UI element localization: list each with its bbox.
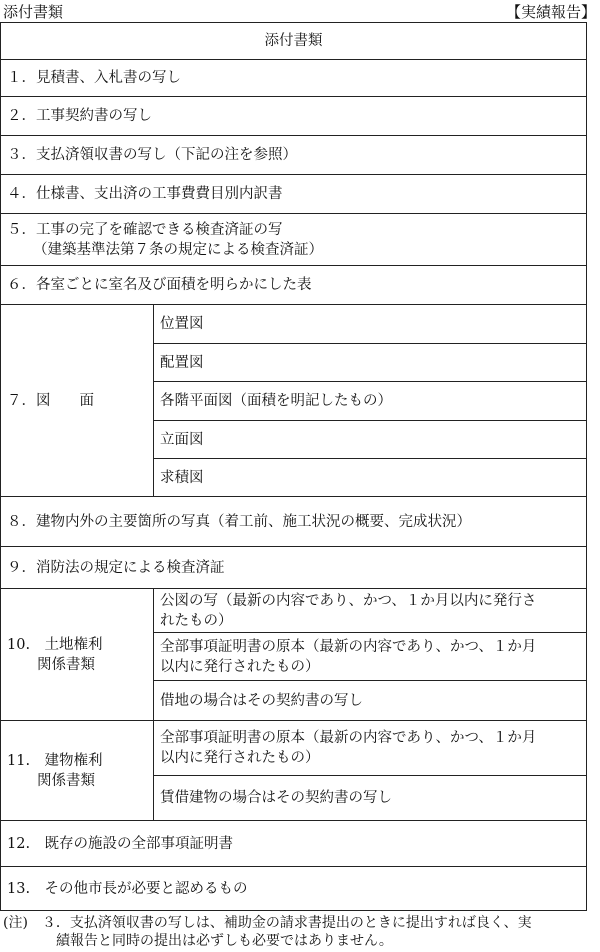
building-rights-label-line1: 11. 建物権利 <box>7 752 103 769</box>
table-row <box>1 97 587 136</box>
table-row <box>1 497 587 547</box>
land-rights-label-line2: 関係書類 <box>37 656 95 673</box>
drawing-elevation: 立面図 <box>154 421 587 459</box>
table-row <box>1 266 587 305</box>
item-estimate: １．見積書、入札書の写し <box>1 60 587 97</box>
table-row <box>1 589 587 633</box>
land-registry-certificate-line2: 以内に発行されたもの） <box>160 658 320 675</box>
item-inspection-certificate <box>1 214 587 266</box>
drawing-site-plan: 配置図 <box>154 344 587 382</box>
land-registry-certificate-line1: 全部事項証明書の原本（最新の内容であり、かつ、１か月 <box>160 638 537 655</box>
building-registry-certificate-line1: 全部事項証明書の原本（最新の内容であり、かつ、１か月 <box>160 730 537 746</box>
land-cadastral-map-line1: 公図の写（最新の内容であり、かつ、１か月以内に発行さ <box>160 592 537 609</box>
table-row <box>1 214 587 266</box>
table-row <box>1 175 587 214</box>
item-inspection-line2: （建築基準法第７条の規定による検査済証） <box>33 241 323 258</box>
item-inspection-line1: ５．工事の完了を確認できる検査済証の写 <box>7 221 283 238</box>
report-type-label: 【実績報告】 <box>505 3 596 21</box>
footnote-line1: (注) ３．支払済領収書の写しは、補助金の請求書提出のときに提出すれば良く、実 <box>3 915 532 931</box>
drawing-area-calculation: 求積図 <box>154 459 587 497</box>
attachments-table <box>0 22 587 911</box>
item-fire-inspection: ９．消防法の規定による検査済証 <box>1 547 587 589</box>
land-rights-label <box>1 589 154 721</box>
item-receipt: ３．支払済領収書の写し（下記の注を参照） <box>1 136 587 175</box>
page-header <box>0 0 600 22</box>
table-row <box>1 867 587 911</box>
land-cadastral-map-line2: れたもの） <box>160 612 233 629</box>
drawing-location-map: 位置図 <box>154 305 587 344</box>
document-title: 添付書類 <box>3 3 64 21</box>
item-existing-facility-certificate: 12. 既存の施設の全部事項証明書 <box>1 821 587 867</box>
table-row <box>1 136 587 175</box>
land-lease-contract: 借地の場合はその契約書の写し <box>154 681 587 721</box>
footnote <box>3 914 598 950</box>
building-rights-label-line2: 関係書類 <box>37 772 95 789</box>
footnote-line2: 績報告と同時の提出は必ずしも必要ではありません。 <box>56 933 393 949</box>
table-row <box>1 305 587 344</box>
drawings-label: ７．図 面 <box>1 305 154 497</box>
building-lease-contract: 賃借建物の場合はその契約書の写し <box>154 776 587 821</box>
item-other-required: 13. その他市長が必要と認めるもの <box>1 867 587 911</box>
item-contract: ２．工事契約書の写し <box>1 97 587 136</box>
table-row <box>1 547 587 589</box>
item-photos: ８．建物内外の主要箇所の写真（着工前、施工状況の概要、完成状況） <box>1 497 587 547</box>
land-registry-certificate <box>154 633 587 681</box>
item-room-area-table: ６．各室ごとに室名及び面積を明らかにした表 <box>1 266 587 305</box>
building-rights-label <box>1 721 154 821</box>
table-row <box>1 821 587 867</box>
land-rights-label-line1: 10. 土地権利 <box>7 636 103 653</box>
land-cadastral-map <box>154 589 587 633</box>
item-specification: ４．仕様書、支出済の工事費費目別内訳書 <box>1 175 587 214</box>
table-heading: 添付書類 <box>1 23 587 60</box>
table-header-row <box>1 23 587 60</box>
table-row <box>1 721 587 776</box>
table-row <box>1 60 587 97</box>
building-registry-certificate-line2: 以内に発行されたもの） <box>160 750 320 766</box>
building-registry-certificate <box>154 721 587 776</box>
drawing-floor-plans: 各階平面図（面積を明記したもの） <box>154 382 587 421</box>
